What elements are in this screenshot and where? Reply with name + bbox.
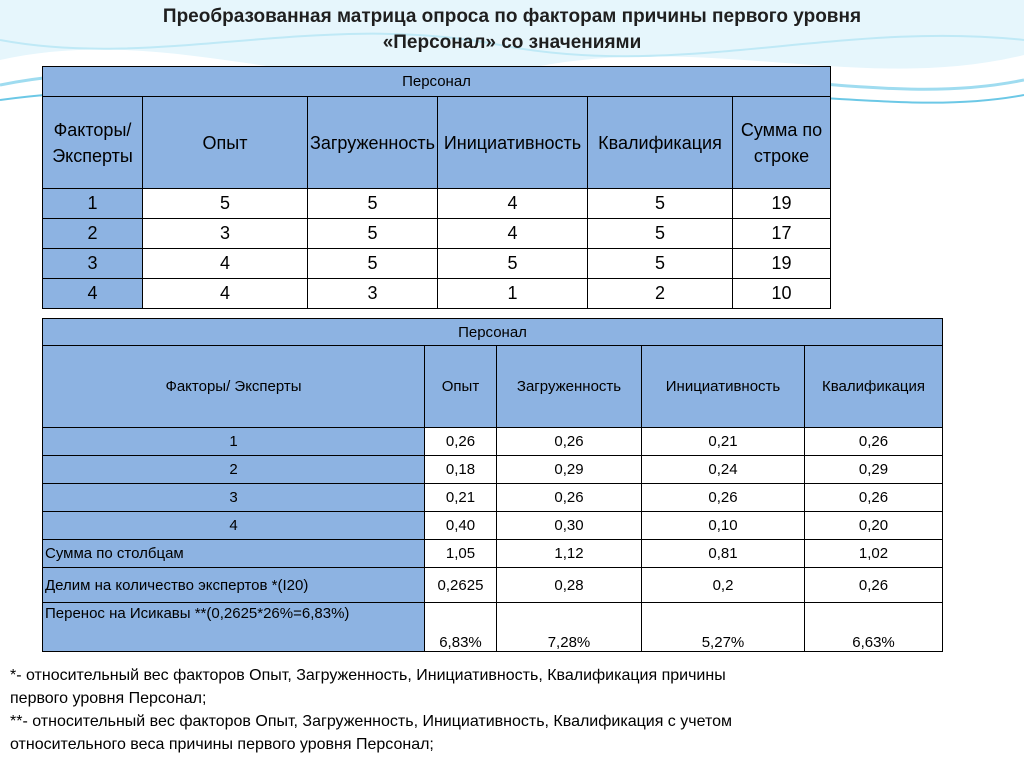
table-cell: 0,81 (642, 540, 805, 568)
table2-header: Опыт (425, 346, 497, 428)
row-label-column-sum: Сумма по столбцам (43, 540, 425, 568)
table-cell: 0,26 (805, 428, 943, 456)
table-cell: 19 (733, 189, 831, 219)
table-cell: 0,24 (642, 456, 805, 484)
table-cell: 0,21 (642, 428, 805, 456)
table-cell: 0,29 (805, 456, 943, 484)
table-cell: 1,12 (497, 540, 642, 568)
table-row (43, 512, 943, 540)
table-cell: 4 (143, 279, 308, 309)
table2-header: Загруженность (497, 346, 642, 428)
table1-header: Опыт (143, 97, 308, 189)
normalized-weights-table (42, 318, 943, 652)
table-cell: 3 (43, 484, 425, 512)
table-cell: 0,2625 (425, 568, 497, 603)
table-cell: 2 (43, 219, 143, 249)
table-cell: 0,40 (425, 512, 497, 540)
table-cell: 5 (308, 249, 438, 279)
table-cell: 4 (438, 219, 588, 249)
table-cell: 0,26 (805, 484, 943, 512)
table-cell: 7,28% (497, 603, 642, 652)
page-title (40, 4, 984, 56)
table-cell: 5 (588, 249, 733, 279)
table-cell: 5 (143, 189, 308, 219)
table-cell: 4 (43, 279, 143, 309)
table-cell: 0,10 (642, 512, 805, 540)
table-cell: 0,20 (805, 512, 943, 540)
table1-header: Факторы/ Эксперты (43, 97, 143, 189)
table-cell: 1,05 (425, 540, 497, 568)
table1-caption: Персонал (43, 67, 831, 97)
table-cell: 3 (143, 219, 308, 249)
table-cell: 19 (733, 249, 831, 279)
table-cell: 0,21 (425, 484, 497, 512)
table1-header: Инициативность (438, 97, 588, 189)
table2-header: Инициативность (642, 346, 805, 428)
page-title-line-2: «Персонал» со значениями (382, 32, 642, 53)
footnote-1-line-2: первого уровня Персонал; (10, 690, 207, 707)
page-title-line-1: Преобразованная матрица опроса по факторам причины первого уровня (162, 6, 862, 27)
table-row (43, 279, 831, 309)
table2-header: Факторы/ Эксперты (43, 346, 425, 428)
table2-header: Квалификация (805, 346, 943, 428)
table-cell: 4 (143, 249, 308, 279)
table-cell: 5,27% (642, 603, 805, 652)
footnote-1-line-1: *- относительный вес факторов Опыт, Загруженность, Инициативность, Квалификация причины (10, 667, 726, 684)
table-row (43, 219, 831, 249)
table-cell: 0,26 (497, 484, 642, 512)
footnotes (10, 664, 1010, 756)
table-cell: 3 (43, 249, 143, 279)
table-cell: 0,2 (642, 568, 805, 603)
table-row (43, 456, 943, 484)
table-row (43, 603, 943, 652)
table-cell: 0,30 (497, 512, 642, 540)
table-row (43, 568, 943, 603)
table-row (43, 540, 943, 568)
table-cell: 0,26 (805, 568, 943, 603)
table-cell: 4 (43, 512, 425, 540)
table-cell: 5 (588, 219, 733, 249)
table2-caption: Персонал (43, 319, 943, 346)
row-label-divide-by-experts: Делим на количество экспертов *(I20) (43, 568, 425, 603)
footnote-2-line-2: относительного веса причины первого уровня Персонал; (10, 736, 434, 753)
table-cell: 0,26 (497, 428, 642, 456)
table-cell: 0,18 (425, 456, 497, 484)
table-cell: 0,29 (497, 456, 642, 484)
expert-scores-table (42, 66, 831, 309)
table-cell: 6,63% (805, 603, 943, 652)
table-cell: 0,28 (497, 568, 642, 603)
table-cell: 5 (308, 219, 438, 249)
table-cell: 17 (733, 219, 831, 249)
table-cell: 6,83% (425, 603, 497, 652)
row-label-ishikawa-transfer: Перенос на Исикавы **(0,2625*26%=6,83%) (43, 603, 425, 652)
table1-header: Сумма по строке (733, 97, 831, 189)
table1-header: Квалификация (588, 97, 733, 189)
table-row (43, 428, 943, 456)
table-cell: 0,26 (642, 484, 805, 512)
table-cell: 4 (438, 189, 588, 219)
table-cell: 5 (588, 189, 733, 219)
table-cell: 1,02 (805, 540, 943, 568)
table1-header: Загруженность (308, 97, 438, 189)
table-cell: 1 (43, 189, 143, 219)
table-cell: 5 (438, 249, 588, 279)
table-row (43, 189, 831, 219)
table-cell: 3 (308, 279, 438, 309)
table-cell: 2 (588, 279, 733, 309)
table-cell: 10 (733, 279, 831, 309)
footnote-2-line-1: **- относительный вес факторов Опыт, Загруженность, Инициативность, Квалификация с учетом (10, 713, 732, 730)
table-cell: 1 (438, 279, 588, 309)
table-row (43, 484, 943, 512)
table-cell: 2 (43, 456, 425, 484)
table-cell: 0,26 (425, 428, 497, 456)
table-row (43, 249, 831, 279)
table-cell: 5 (308, 189, 438, 219)
table-cell: 1 (43, 428, 425, 456)
